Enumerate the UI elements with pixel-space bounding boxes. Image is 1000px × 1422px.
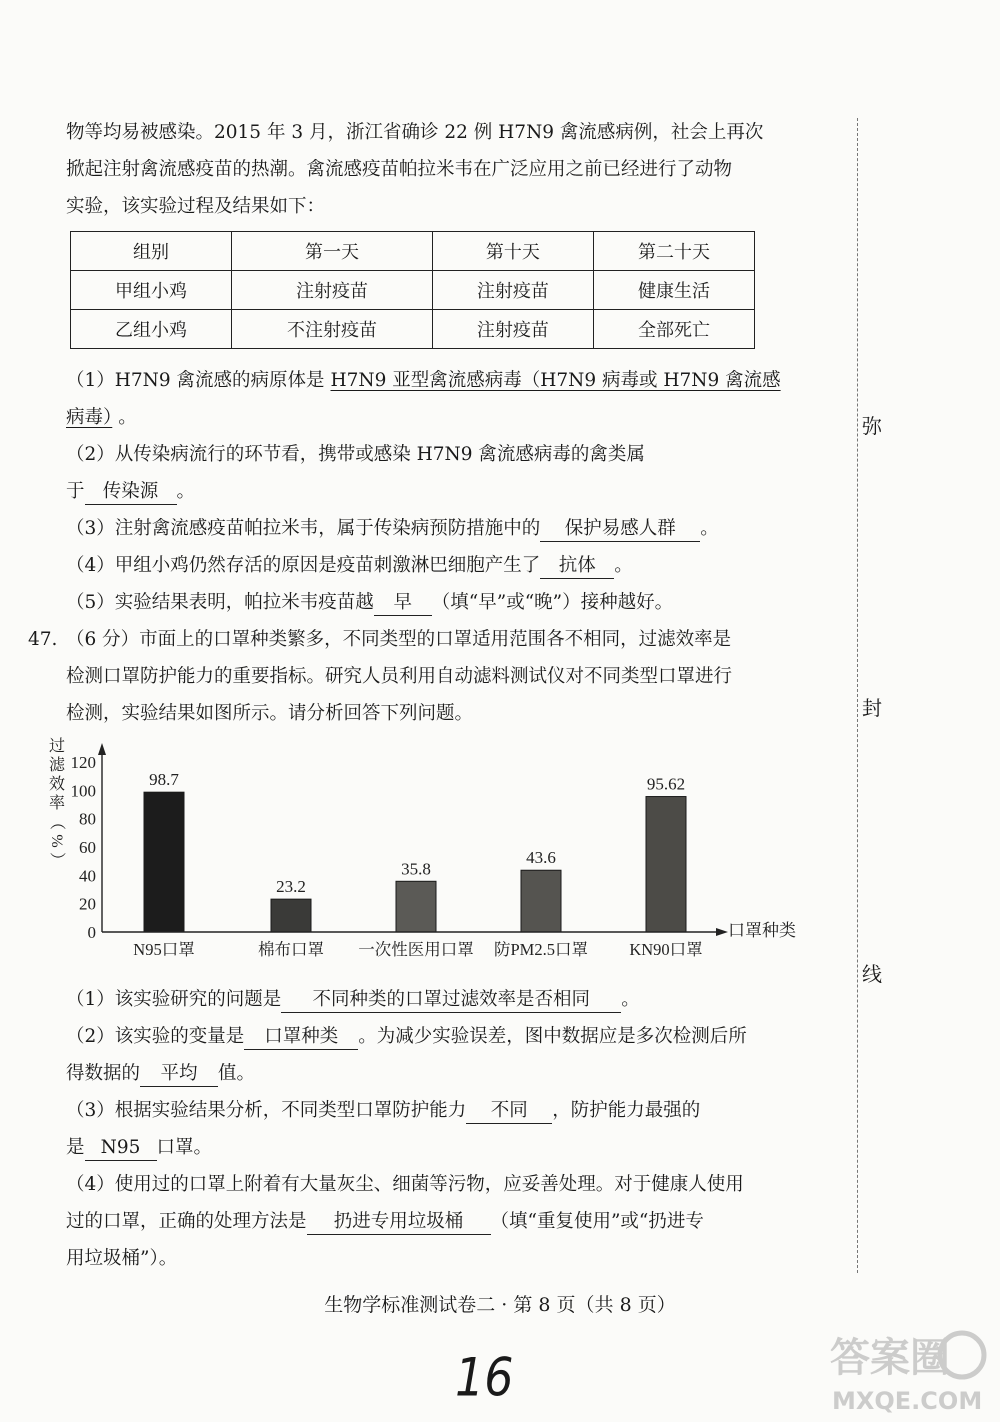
q46-part3-prompt: （3）注射禽流感疫苗帕拉米韦，属于传染病预防措施中的 [66, 518, 541, 539]
intro-line-1: 物等均易被感染。2015 年 3 月，浙江省确诊 22 例 H7N9 禽流感病例，社会上再次 [66, 122, 764, 143]
q47-part3-line2 [66, 1135, 212, 1161]
bar-value-label: 35.8 [401, 859, 431, 879]
bar-value-label: 23.2 [276, 877, 306, 897]
q47-stem-line1: （6 分）市面上的口罩种类繁多，不同类型的口罩适用范围各不相同，过滤效率是 [66, 629, 732, 650]
table-header-row [71, 232, 755, 271]
y-axis-arrow [98, 743, 106, 755]
table-header-cell: 第十天 [432, 232, 593, 271]
q46-part1-answer-b: 病毒） [66, 407, 113, 428]
x-tick-label: KN90口罩 [629, 940, 703, 959]
intro-line-3: 实验，该实验过程及结果如下： [66, 196, 326, 217]
table-row [71, 271, 755, 310]
q46-part4-prompt: （4）甲组小鸡仍然存活的原因是疫苗刺激淋巴细胞产生了 [66, 555, 541, 576]
q47-part2-answer: 口罩种类 [244, 1025, 358, 1050]
y-tick-label: 0 [87, 923, 96, 942]
punct: 。 [176, 481, 196, 502]
q47-part1-prompt: （1）该实验研究的问题是 [66, 989, 282, 1010]
y-axis-label-char: 过 [48, 738, 66, 755]
punct: 。 [621, 989, 640, 1010]
side-char-feng: 封 [862, 696, 882, 720]
table-cell: 注射疫苗 [432, 310, 593, 349]
q46-part1-answer-a: H7N9 亚型禽流感病毒（H7N9 病毒或 H7N9 禽流感 [330, 370, 781, 391]
table-cell: 不注射疫苗 [232, 310, 433, 349]
table-cell: 乙组小鸡 [71, 310, 232, 349]
q47-part2-line1 [66, 1024, 747, 1050]
q47-part1 [66, 987, 640, 1013]
q47-part1-answer: 不同种类的口罩过滤效率是否相同 [281, 988, 621, 1013]
q47-stem-line3: 检测，实验结果如图所示。请分析回答下列问题。 [66, 703, 474, 724]
q47-part4-hint: （填“重复使用”或“扔进专 [490, 1211, 704, 1232]
punct: 。 [118, 407, 137, 428]
x-tick-label: 一次性医用口罩 [358, 940, 474, 959]
handwritten-page-number: 16 [455, 1345, 514, 1409]
q46-part4-answer: 抗体 [540, 554, 614, 579]
q46-part4 [66, 553, 633, 579]
q47-part2-answer2: 平均 [140, 1062, 218, 1087]
binding-dashed-line [857, 118, 858, 1273]
bar [271, 899, 311, 932]
y-axis-ticks [71, 753, 97, 942]
q47-part3-answer: 不同 [466, 1099, 552, 1124]
punct: 。 [614, 555, 633, 576]
table-header-cell: 第二十天 [593, 232, 754, 271]
x-axis-label: 口罩种类 [728, 921, 796, 940]
q47-number: 47. [28, 629, 58, 650]
y-tick-label: 100 [70, 781, 96, 801]
watermark-logo [822, 1325, 987, 1415]
q47-part4-prompt: 过的口罩，正确的处理方法是 [66, 1211, 307, 1232]
y-axis-label-char: 率 [48, 795, 66, 812]
side-char-mi: 弥 [862, 414, 882, 438]
y-tick-label: 80 [79, 809, 96, 829]
x-tick-label: 棉布口罩 [258, 940, 324, 959]
x-tick-label: N95口罩 [133, 940, 195, 959]
punct: 口罩。 [156, 1137, 213, 1158]
q46-part5 [66, 590, 673, 616]
q47-part2-text: 。为减少实验误差，图中数据应是多次检测后所 [358, 1026, 747, 1047]
y-tick-label: 20 [79, 894, 96, 914]
x-axis-arrow [716, 928, 728, 936]
q46-part2-answer: 传染源 [85, 480, 177, 505]
bars [133, 770, 702, 959]
bar [646, 797, 686, 932]
punct: 。 [700, 518, 719, 539]
bar-value-label: 43.6 [526, 848, 556, 868]
y-axis-label-char: （ [48, 813, 65, 831]
q47-part4-line3: 用垃圾桶”）。 [66, 1248, 178, 1269]
q46-part5-hint: （填“早”或“晚”）接种越好。 [431, 592, 674, 613]
bar [521, 870, 561, 932]
q46-part1-line1 [66, 368, 787, 394]
q46-part2-line1: （2）从传染病流行的环节看，携带或感染 H7N9 禽流感病毒的禽类属 [66, 444, 645, 465]
table-header-cell: 第一天 [232, 232, 433, 271]
watermark-url: MXQE.COM [832, 1387, 983, 1415]
table-cell: 全部死亡 [593, 310, 754, 349]
q47-part2-line2 [66, 1061, 255, 1087]
table-header-cell: 组别 [71, 232, 232, 271]
y-axis-label-char: % [48, 834, 65, 848]
q46-part5-answer: 早 [374, 591, 432, 616]
x-tick-label: 防PM2.5口罩 [494, 940, 588, 959]
table-cell: 甲组小鸡 [71, 271, 232, 310]
bar [396, 881, 436, 932]
y-axis-label-char: 效 [48, 776, 66, 793]
q47-part3-prompt2: 是 [66, 1137, 85, 1158]
q46-part2-prompt: 于 [66, 481, 85, 502]
q46-part5-prompt: （5）实验结果表明，帕拉米韦疫苗越 [66, 592, 374, 613]
intro-line-2: 掀起注射禽流感疫苗的热潮。禽流感疫苗帕拉米韦在广泛应用之前已经进行了动物 [66, 159, 733, 180]
table-cell: 健康生活 [593, 271, 754, 310]
q47-part4-line1: （4）使用过的口罩上附着有大量灰尘、细菌等污物，应妥善处理。对于健康人使用 [66, 1174, 744, 1195]
q47-part3-prompt: （3）根据实验结果分析，不同类型口罩防护能力 [66, 1100, 467, 1121]
y-tick-label: 60 [79, 838, 96, 857]
page-footer: 生物学标准测试卷二 · 第 8 页（共 8 页） [324, 1294, 676, 1316]
y-axis-label-char: ） [48, 851, 65, 869]
table-row [71, 310, 755, 349]
table-cell: 注射疫苗 [432, 271, 593, 310]
bar-value-label: 98.7 [149, 770, 179, 790]
experiment-table [70, 231, 755, 349]
table-cell: 注射疫苗 [232, 271, 433, 310]
q47-part3-answer2: N95 [85, 1136, 157, 1161]
q46-part3 [66, 516, 719, 542]
y-axis-label-char: 滤 [48, 757, 66, 774]
bar-value-label: 95.62 [646, 774, 686, 794]
q46-part2-line2 [66, 479, 195, 505]
q47-part4-line2 [66, 1209, 704, 1235]
watermark-text: 答案圈 [830, 1335, 950, 1381]
bar [144, 792, 184, 932]
q47-stem-line2: 检测口罩防护能力的重要指标。研究人员利用自动滤料测试仪对不同类型口罩进行 [66, 666, 733, 687]
y-tick-label: 40 [79, 866, 96, 886]
side-char-xian: 线 [862, 962, 882, 986]
q46-part1-line2 [66, 405, 137, 431]
y-tick-label: 120 [70, 753, 96, 772]
axes [98, 743, 796, 940]
q46-part3-answer: 保护易感人群 [540, 517, 700, 542]
q47-part3-line1 [66, 1098, 700, 1124]
q47-part2-prompt2: 得数据的 [66, 1063, 141, 1084]
q47-part4-answer: 扔进专用垃圾桶 [307, 1210, 491, 1235]
q47-part2-prompt: （2）该实验的变量是 [66, 1026, 245, 1047]
q46-part1-prompt: （1）H7N9 禽流感的病原体是 [66, 370, 325, 391]
q47-part3-text: ，防护能力最强的 [552, 1100, 701, 1121]
punct: 值。 [218, 1063, 256, 1084]
filtration-efficiency-chart [40, 735, 820, 970]
y-axis-label [48, 737, 66, 868]
